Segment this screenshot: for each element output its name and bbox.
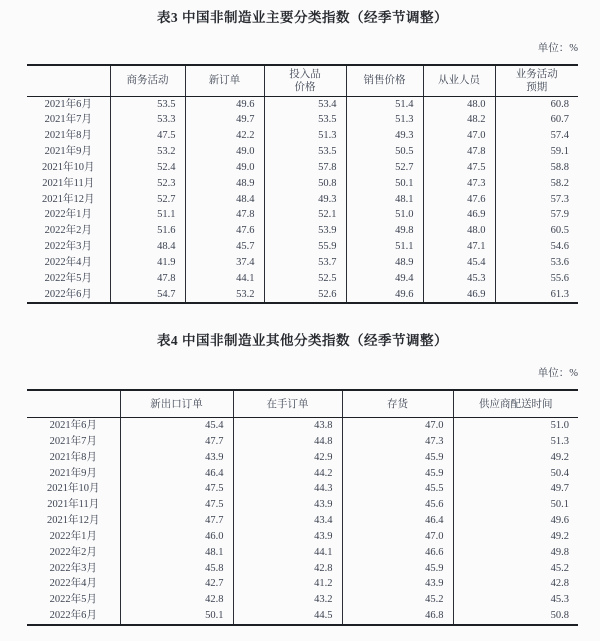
page: [0, 8, 600, 641]
cell-value: 52.7: [346, 160, 423, 176]
table-row: [27, 192, 578, 208]
table-row: [27, 96, 578, 112]
table-row: [27, 128, 578, 144]
cell-value: 45.9: [342, 466, 453, 482]
row-month-label: 2021年8月: [44, 130, 92, 142]
cell-value: 48.4: [185, 192, 264, 208]
cell-value: 53.9: [264, 223, 346, 239]
cell-value: 47.7: [120, 513, 233, 529]
table3-header: [27, 65, 578, 96]
table-row: [27, 434, 578, 450]
table-row: [27, 112, 578, 128]
cell-value: 53.5: [110, 96, 185, 112]
cell-value: 49.6: [185, 96, 264, 112]
cell-value: 42.8: [453, 576, 578, 592]
cell-value: 51.0: [346, 207, 423, 223]
cell-value: 41.9: [110, 255, 185, 271]
cell-value: 47.6: [185, 223, 264, 239]
cell-value: 47.0: [423, 128, 495, 144]
row-month-label: 2021年6月: [49, 419, 97, 431]
cell-value: 45.3: [423, 271, 495, 287]
cell-value: 57.9: [495, 207, 578, 223]
cell-value: 46.6: [342, 545, 453, 561]
cell-value: 46.0: [120, 529, 233, 545]
header-row: [27, 65, 578, 96]
cell-value: 47.8: [185, 207, 264, 223]
row-month-label: 2022年3月: [49, 562, 97, 574]
cell-value: 52.4: [110, 160, 185, 176]
row-month-label: 2021年12月: [42, 193, 95, 205]
cell-value: 60.5: [495, 223, 578, 239]
cell-value: 43.2: [233, 592, 342, 608]
cell-value: 43.9: [120, 450, 233, 466]
cell-value: 47.3: [342, 434, 453, 450]
column-header: 业务活动 预期: [495, 65, 578, 96]
column-header: 销售价格: [346, 65, 423, 96]
row-month-label: 2022年2月: [44, 225, 92, 237]
cell-value: 46.8: [342, 608, 453, 625]
table3-title: 表3 中国非制造业主要分类指数（经季节调整）: [156, 10, 449, 25]
cell-value: 49.6: [346, 287, 423, 304]
header-corner-cell: [27, 390, 120, 417]
cell-value: 46.4: [342, 513, 453, 529]
cell-value: 47.3: [423, 176, 495, 192]
cell-value: 47.5: [110, 128, 185, 144]
row-month-label: 2021年9月: [44, 146, 92, 158]
cell-value: 45.2: [342, 592, 453, 608]
row-month-label: 2021年11月: [47, 499, 100, 511]
cell-value: 49.2: [453, 529, 578, 545]
cell-value: 52.1: [264, 207, 346, 223]
cell-value: 57.8: [264, 160, 346, 176]
cell-value: 58.2: [495, 176, 578, 192]
cell-value: 60.8: [495, 96, 578, 112]
table-row: [27, 576, 578, 592]
table4: [27, 389, 578, 625]
table-row: [27, 608, 578, 625]
cell-value: 47.0: [342, 417, 453, 433]
cell-value: 48.9: [185, 176, 264, 192]
cell-value: 51.3: [264, 128, 346, 144]
cell-value: 42.7: [120, 576, 233, 592]
row-month-label: 2022年3月: [44, 241, 92, 253]
cell-value: 45.6: [342, 497, 453, 513]
cell-value: 45.4: [120, 417, 233, 433]
cell-value: 48.0: [423, 96, 495, 112]
cell-value: 44.3: [233, 481, 342, 497]
table-row: [27, 160, 578, 176]
row-month-label: 2022年1月: [44, 209, 92, 221]
cell-value: 43.9: [233, 497, 342, 513]
cell-value: 49.8: [346, 223, 423, 239]
cell-value: 43.9: [342, 576, 453, 592]
cell-value: 51.1: [346, 239, 423, 255]
cell-value: 50.8: [453, 608, 578, 625]
row-month-label: 2021年8月: [49, 451, 97, 463]
row-month-label: 2021年11月: [42, 177, 95, 189]
cell-value: 50.4: [453, 466, 578, 482]
cell-value: 53.5: [264, 112, 346, 128]
cell-value: 53.2: [185, 287, 264, 304]
table4-body: [27, 417, 578, 624]
row-month-label: 2021年6月: [44, 98, 92, 110]
cell-value: 53.2: [110, 144, 185, 160]
cell-value: 47.6: [423, 192, 495, 208]
cell-value: 52.3: [110, 176, 185, 192]
cell-value: 49.3: [346, 128, 423, 144]
cell-value: 45.9: [342, 450, 453, 466]
table3-unit-label: 单位：%: [537, 43, 578, 54]
cell-value: 37.4: [185, 255, 264, 271]
cell-value: 50.1: [120, 608, 233, 625]
table-row: [27, 513, 578, 529]
cell-value: 43.8: [233, 417, 342, 433]
cell-value: 45.7: [185, 239, 264, 255]
row-month-label: 2021年9月: [49, 467, 97, 479]
column-header: 新出口订单: [120, 390, 233, 417]
cell-value: 49.3: [264, 192, 346, 208]
cell-value: 61.3: [495, 287, 578, 304]
column-header: 新订单: [185, 65, 264, 96]
cell-value: 45.4: [423, 255, 495, 271]
table4-section: [27, 331, 578, 625]
cell-value: 42.8: [233, 561, 342, 577]
table-row: [27, 450, 578, 466]
row-month-label: 2022年5月: [44, 272, 92, 284]
cell-value: 43.4: [233, 513, 342, 529]
cell-value: 47.1: [423, 239, 495, 255]
cell-value: 51.0: [453, 417, 578, 433]
table-row: [27, 223, 578, 239]
row-month-label: 2022年4月: [49, 578, 97, 590]
cell-value: 55.6: [495, 271, 578, 287]
cell-value: 49.6: [453, 513, 578, 529]
cell-value: 47.8: [423, 144, 495, 160]
cell-value: 41.2: [233, 576, 342, 592]
table-row: [27, 481, 578, 497]
cell-value: 44.1: [185, 271, 264, 287]
cell-value: 47.0: [342, 529, 453, 545]
table-row: [27, 144, 578, 160]
cell-value: 44.8: [233, 434, 342, 450]
table-row: [27, 417, 578, 433]
table-row: [27, 271, 578, 287]
cell-value: 45.2: [453, 561, 578, 577]
cell-value: 43.9: [233, 529, 342, 545]
table-row: [27, 545, 578, 561]
table-row: [27, 561, 578, 577]
row-month-label: 2021年12月: [47, 515, 100, 527]
cell-value: 53.5: [264, 144, 346, 160]
cell-value: 48.2: [423, 112, 495, 128]
cell-value: 46.9: [423, 207, 495, 223]
cell-value: 48.0: [423, 223, 495, 239]
cell-value: 52.5: [264, 271, 346, 287]
table3: [27, 64, 578, 304]
cell-value: 44.1: [233, 545, 342, 561]
table3-body: [27, 96, 578, 303]
row-month-label: 2022年5月: [49, 594, 97, 606]
cell-value: 52.7: [110, 192, 185, 208]
cell-value: 51.6: [110, 223, 185, 239]
table-row: [27, 529, 578, 545]
cell-value: 42.8: [120, 592, 233, 608]
cell-value: 49.7: [185, 112, 264, 128]
cell-value: 42.2: [185, 128, 264, 144]
table4-title: 表4 中国非制造业其他分类指数（经季节调整）: [156, 333, 449, 349]
cell-value: 55.9: [264, 239, 346, 255]
cell-value: 47.5: [120, 497, 233, 513]
row-month-label: 2022年2月: [49, 546, 97, 558]
cell-value: 50.5: [346, 144, 423, 160]
table4-unit-label: 单位：%: [537, 368, 578, 380]
cell-value: 49.0: [185, 144, 264, 160]
cell-value: 46.9: [423, 287, 495, 304]
cell-value: 51.3: [453, 434, 578, 450]
cell-value: 54.7: [110, 287, 185, 304]
cell-value: 46.4: [120, 466, 233, 482]
cell-value: 45.3: [453, 592, 578, 608]
cell-value: 50.1: [453, 497, 578, 513]
table-row: [27, 466, 578, 482]
table-row: [27, 287, 578, 304]
cell-value: 48.1: [120, 545, 233, 561]
table-row: [27, 255, 578, 271]
row-month-label: 2022年1月: [49, 530, 97, 542]
column-header: 投入品 价格: [264, 65, 346, 96]
column-header: 从业人员: [423, 65, 495, 96]
cell-value: 49.7: [453, 481, 578, 497]
cell-value: 42.9: [233, 450, 342, 466]
cell-value: 49.8: [453, 545, 578, 561]
table4-header: [27, 390, 578, 417]
cell-value: 53.7: [264, 255, 346, 271]
cell-value: 45.9: [342, 561, 453, 577]
cell-value: 48.9: [346, 255, 423, 271]
row-month-label: 2021年7月: [49, 435, 97, 447]
header-corner-cell: [27, 65, 110, 96]
cell-value: 50.8: [264, 176, 346, 192]
cell-value: 60.7: [495, 112, 578, 128]
cell-value: 49.2: [453, 450, 578, 466]
cell-value: 48.4: [110, 239, 185, 255]
column-header: 存货: [342, 390, 453, 417]
cell-value: 53.3: [110, 112, 185, 128]
row-month-label: 2022年4月: [44, 256, 92, 268]
table-row: [27, 497, 578, 513]
table-row: [27, 239, 578, 255]
table-row: [27, 207, 578, 223]
cell-value: 44.5: [233, 608, 342, 625]
cell-value: 57.4: [495, 128, 578, 144]
row-month-label: 2022年6月: [44, 288, 92, 300]
cell-value: 45.5: [342, 481, 453, 497]
cell-value: 57.3: [495, 192, 578, 208]
column-header: 商务活动: [110, 65, 185, 96]
cell-value: 51.3: [346, 112, 423, 128]
column-header: 在手订单: [233, 390, 342, 417]
cell-value: 58.8: [495, 160, 578, 176]
cell-value: 52.6: [264, 287, 346, 304]
table3-section: [27, 8, 578, 304]
cell-value: 47.5: [120, 481, 233, 497]
cell-value: 47.5: [423, 160, 495, 176]
header-row: [27, 390, 578, 417]
cell-value: 47.8: [110, 271, 185, 287]
cell-value: 47.7: [120, 434, 233, 450]
cell-value: 49.4: [346, 271, 423, 287]
row-month-label: 2021年10月: [47, 483, 100, 495]
row-month-label: 2022年6月: [49, 610, 97, 622]
table-row: [27, 592, 578, 608]
cell-value: 54.6: [495, 239, 578, 255]
cell-value: 44.2: [233, 466, 342, 482]
row-month-label: 2021年10月: [42, 161, 95, 173]
cell-value: 53.4: [264, 96, 346, 112]
cell-value: 50.1: [346, 176, 423, 192]
cell-value: 59.1: [495, 144, 578, 160]
cell-value: 53.6: [495, 255, 578, 271]
cell-value: 51.4: [346, 96, 423, 112]
cell-value: 51.1: [110, 207, 185, 223]
cell-value: 48.1: [346, 192, 423, 208]
row-month-label: 2021年7月: [44, 114, 92, 126]
cell-value: 49.0: [185, 160, 264, 176]
table-row: [27, 176, 578, 192]
cell-value: 45.8: [120, 561, 233, 577]
column-header: 供应商配送时间: [453, 390, 578, 417]
